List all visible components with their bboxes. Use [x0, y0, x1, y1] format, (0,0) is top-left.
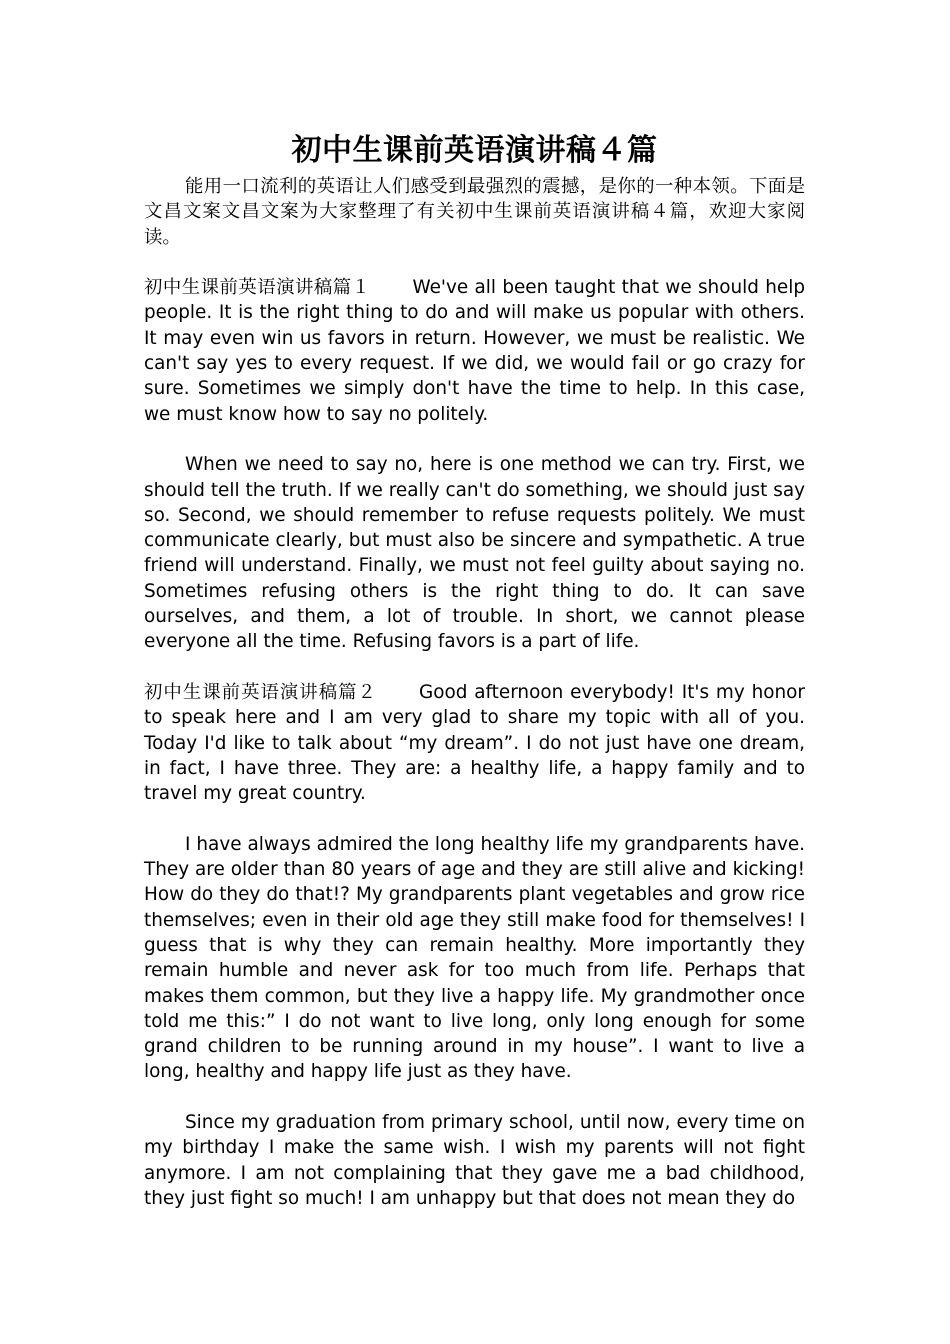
paragraph-spacer [144, 250, 805, 275]
section-1-heading: 初中生课前英语演讲稿篇１ [144, 277, 371, 299]
section-2-heading: 初中生课前英语演讲稿篇２ [144, 681, 377, 703]
document-page [144, 128, 805, 1211]
paragraph-spacer [144, 1085, 805, 1110]
document-title: 初中生课前英语演讲稿４篇 [291, 133, 658, 168]
section-2-paragraph-3: Since my graduation from primary school, until now, every time on my birthday I make the same wish. I wish my parents will not fight anymore. I am not complaining that they gave me a bad childhood, they just fight so much! I am unhappy but that does not mean they do [144, 1111, 805, 1209]
section-2-paragraph-1-text: Good afternoon everybody! It's my honor to speak here and I am very glad to share my topic with all of you. Today I'd like to talk about “my dream”. I do not just have one dream, in fact, I have three. They are: a healthy life, a happy family and to travel my great country. [144, 681, 805, 805]
section-1-paragraph-1-text: We've all been taught that we should help people. It is the right thing to do and will make us popular with others. It may even win us favors in return. However, we must be realistic. We can't say yes to every request. If we did, we would fail or go crazy for sure. Sometimes we simply don't have the time to help. In this case, we must know how to say no politely. [144, 277, 805, 425]
paragraph-spacer [144, 806, 805, 831]
section-2-paragraph-1 [144, 680, 805, 806]
section-1-paragraph-2: When we need to say no, here is one method we can try. First, we should tell the truth. If we really can't do something, we should just say so. Second, we should remember to refuse requests politely. We must communicate clearly, but must also be sincere and sympathetic. A true friend will understand. Finally, we must not feel guilty about saying no. Sometimes refusing others is the right thing to do. It can save ourselves, and them, a lot of trouble. In short, we cannot please everyone all the time. Refusing favors is a part of life. [144, 454, 805, 653]
section-2-paragraph-2: I have always admired the long healthy life my grandparents have. They are older than 80 years of age and they are still alive and kicking! How do they do that!? My grandparents plant vegetables and grow rice themselves; even in their old age they still make food for themselves! I guess that is why they can remain healthy. More importantly they remain humble and never ask for too much from life. Perhaps that makes them common, but they live a happy life. My grandmother once told me this:” I do not want to live long, only long enough for some grand children to be running around in my house”. I want to live a long, healthy and happy life just as they have. [144, 833, 805, 1083]
paragraph-spacer [144, 655, 805, 680]
paragraph-spacer [144, 427, 805, 452]
section-1-paragraph-1 [144, 275, 805, 427]
intro-paragraph: 能用一口流利的英语让人们感受到最强烈的震撼，是你的一种本领。下面是文昌文案文昌文案为大家整理了有关初中生课前英语演讲稿４篇，欢迎大家阅读。 [144, 176, 805, 248]
